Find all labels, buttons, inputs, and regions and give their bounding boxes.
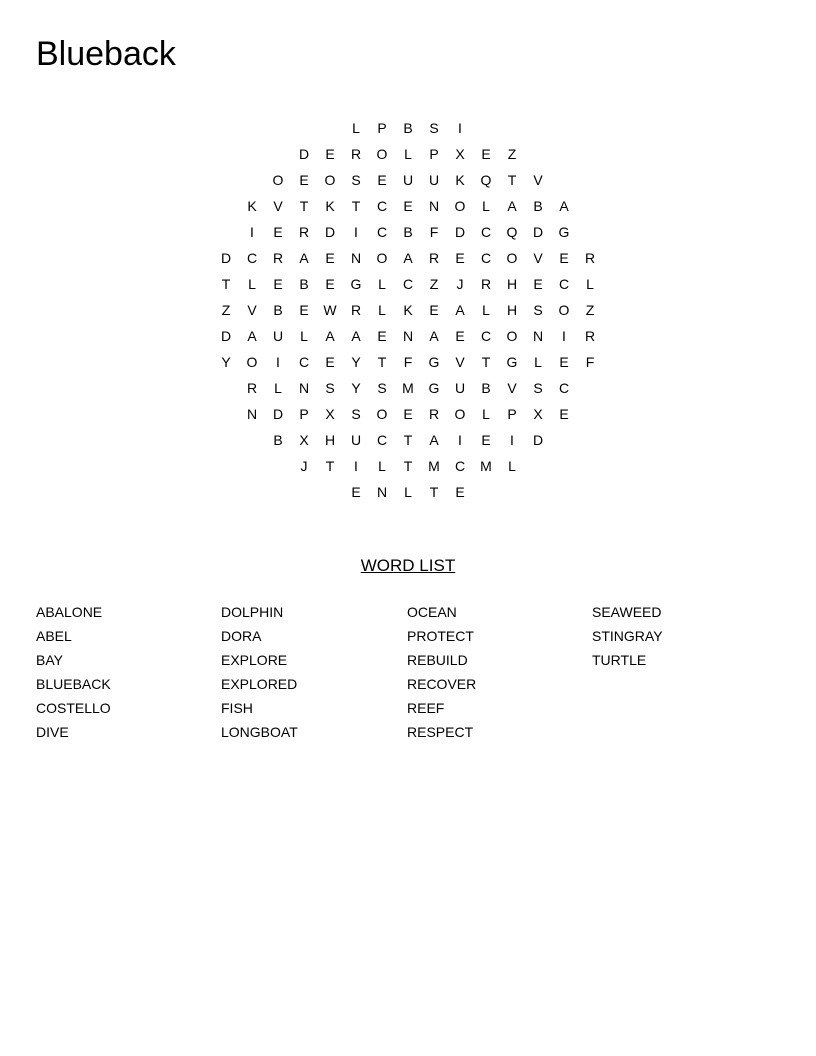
grid-letter: A bbox=[559, 198, 569, 214]
grid-letter: K bbox=[403, 302, 413, 318]
grid-letter: Y bbox=[351, 354, 361, 370]
grid-letter: U bbox=[454, 380, 466, 396]
word-list-item: DIVE bbox=[36, 724, 69, 740]
grid-letter: E bbox=[533, 276, 543, 292]
grid-letter: V bbox=[273, 198, 283, 214]
grid-letter: S bbox=[429, 120, 439, 136]
grid-letter: E bbox=[403, 406, 413, 422]
grid-letter: R bbox=[246, 380, 258, 396]
grid-letter: T bbox=[481, 354, 491, 370]
grid-letter: X bbox=[299, 432, 309, 448]
grid-letter: F bbox=[585, 354, 595, 370]
grid-letter: I bbox=[276, 354, 280, 370]
grid-letter: B bbox=[273, 302, 283, 318]
grid-letter: Q bbox=[506, 224, 518, 240]
grid-letter: O bbox=[558, 302, 570, 318]
grid-letter: Q bbox=[480, 172, 492, 188]
grid-letter: L bbox=[274, 380, 282, 396]
grid-letter: D bbox=[272, 406, 284, 422]
word-list-item: SEAWEED bbox=[592, 604, 662, 620]
grid-letter: B bbox=[533, 198, 543, 214]
grid-letter: D bbox=[298, 146, 310, 162]
grid-letter: N bbox=[428, 198, 440, 214]
grid-letter: G bbox=[428, 380, 440, 396]
grid-letter: Y bbox=[351, 380, 361, 396]
grid-letter: P bbox=[299, 406, 309, 422]
grid-letter: E bbox=[403, 198, 413, 214]
grid-letter: E bbox=[481, 146, 491, 162]
word-list-item: BAY bbox=[36, 652, 63, 668]
grid-letter: E bbox=[273, 224, 283, 240]
grid-letter: H bbox=[506, 302, 518, 318]
grid-letter: K bbox=[455, 172, 465, 188]
page-title: Blueback bbox=[36, 35, 176, 73]
grid-letter: L bbox=[248, 276, 256, 292]
grid-letter: O bbox=[506, 328, 518, 344]
grid-letter: L bbox=[378, 458, 386, 474]
word-list-column bbox=[407, 600, 587, 744]
grid-letter: F bbox=[403, 354, 413, 370]
grid-letter: L bbox=[586, 276, 594, 292]
grid-letter: P bbox=[377, 120, 387, 136]
grid-letter: X bbox=[455, 146, 465, 162]
grid-letter: G bbox=[558, 224, 570, 240]
grid-letter: O bbox=[246, 354, 258, 370]
grid-letter: L bbox=[378, 302, 386, 318]
grid-letter: W bbox=[323, 302, 337, 318]
grid-letter: O bbox=[506, 250, 518, 266]
word-list-item: EXPLORED bbox=[221, 676, 298, 692]
grid-letter: A bbox=[507, 198, 517, 214]
grid-letter: K bbox=[325, 198, 335, 214]
grid-letter: N bbox=[350, 250, 362, 266]
grid-letter: T bbox=[221, 276, 231, 292]
grid-letter: R bbox=[584, 328, 596, 344]
grid-letter: H bbox=[506, 276, 518, 292]
grid-letter: E bbox=[559, 250, 569, 266]
grid-letter: V bbox=[455, 354, 465, 370]
grid-letter: X bbox=[533, 406, 543, 422]
grid-letter: E bbox=[325, 276, 335, 292]
grid-letter: L bbox=[534, 354, 542, 370]
grid-letter: L bbox=[508, 458, 516, 474]
grid-letter: D bbox=[220, 250, 232, 266]
grid-letter: R bbox=[298, 224, 310, 240]
grid-letter: M bbox=[428, 458, 440, 474]
word-list-item: EXPLORE bbox=[221, 652, 288, 668]
grid-letter: R bbox=[350, 302, 362, 318]
grid-letter: E bbox=[429, 302, 439, 318]
word-list-column bbox=[221, 600, 401, 744]
word-list-item: RESPECT bbox=[407, 724, 474, 740]
grid-letter: A bbox=[325, 328, 335, 344]
grid-letter: C bbox=[376, 224, 388, 240]
grid-letter: Z bbox=[221, 302, 231, 318]
grid-letter: C bbox=[558, 276, 570, 292]
grid-letter: L bbox=[300, 328, 308, 344]
grid-letter: E bbox=[299, 172, 309, 188]
grid-letter: C bbox=[402, 276, 414, 292]
grid-letter: I bbox=[354, 224, 358, 240]
grid-letter: M bbox=[402, 380, 414, 396]
grid-letter: C bbox=[480, 250, 492, 266]
grid-letter: A bbox=[351, 328, 361, 344]
grid-letter: Z bbox=[585, 302, 595, 318]
word-list-item: REEF bbox=[407, 700, 445, 716]
grid-letter: C bbox=[298, 354, 310, 370]
grid-letter: U bbox=[428, 172, 440, 188]
grid-letter: L bbox=[378, 276, 386, 292]
grid-letter: L bbox=[404, 146, 412, 162]
grid-letter: I bbox=[250, 224, 254, 240]
grid-letter: V bbox=[247, 302, 257, 318]
grid-letter: E bbox=[559, 354, 569, 370]
grid-letter: T bbox=[507, 172, 517, 188]
grid-letter: O bbox=[324, 172, 336, 188]
grid-letter: V bbox=[507, 380, 517, 396]
word-list-item: FISH bbox=[221, 700, 253, 716]
grid-letter: S bbox=[325, 380, 335, 396]
word-list-column bbox=[592, 600, 772, 672]
grid-letter: G bbox=[350, 276, 362, 292]
grid-letter: Y bbox=[221, 354, 231, 370]
grid-letter: L bbox=[482, 406, 490, 422]
grid-letter: N bbox=[532, 328, 544, 344]
grid-letter: E bbox=[325, 250, 335, 266]
grid-letter: D bbox=[454, 224, 466, 240]
grid-letter: M bbox=[480, 458, 492, 474]
grid-letter: T bbox=[403, 432, 413, 448]
grid-letter: B bbox=[403, 224, 413, 240]
grid-letter: R bbox=[428, 250, 440, 266]
grid-letter: S bbox=[351, 172, 361, 188]
grid-letter: E bbox=[455, 250, 465, 266]
grid-letter: D bbox=[324, 224, 336, 240]
grid-letter: O bbox=[376, 146, 388, 162]
grid-letter: I bbox=[458, 120, 462, 136]
grid-letter: C bbox=[376, 432, 388, 448]
word-list-item: DORA bbox=[221, 628, 262, 644]
grid-letter: A bbox=[403, 250, 413, 266]
grid-letter: K bbox=[247, 198, 257, 214]
word-list-item: DOLPHIN bbox=[221, 604, 284, 620]
grid-letter: O bbox=[376, 250, 388, 266]
grid-letter: T bbox=[299, 198, 309, 214]
grid-letter: L bbox=[482, 198, 490, 214]
grid-letter: R bbox=[350, 146, 362, 162]
grid-letter: E bbox=[325, 146, 335, 162]
grid-letter: T bbox=[429, 484, 439, 500]
grid-letter: D bbox=[532, 224, 544, 240]
word-list-item: RECOVER bbox=[407, 676, 477, 692]
grid-letter: V bbox=[533, 250, 543, 266]
grid-letter: C bbox=[480, 328, 492, 344]
grid-letter: T bbox=[377, 354, 387, 370]
grid-letter: I bbox=[458, 432, 462, 448]
grid-letter: N bbox=[246, 406, 258, 422]
grid-letter: G bbox=[428, 354, 440, 370]
grid-letter: S bbox=[377, 380, 387, 396]
grid-letter: E bbox=[455, 328, 465, 344]
grid-letter: D bbox=[220, 328, 232, 344]
word-list-item: ABALONE bbox=[36, 604, 103, 620]
grid-letter: C bbox=[454, 458, 466, 474]
grid-letter: E bbox=[325, 354, 335, 370]
grid-letter: B bbox=[299, 276, 309, 292]
grid-letter: L bbox=[404, 484, 412, 500]
grid-letter: B bbox=[403, 120, 413, 136]
grid-letter: C bbox=[558, 380, 570, 396]
grid-letter: C bbox=[376, 198, 388, 214]
grid-letter: I bbox=[354, 458, 358, 474]
grid-letter: H bbox=[324, 432, 336, 448]
grid-letter: A bbox=[429, 328, 439, 344]
grid-letter: E bbox=[559, 406, 569, 422]
grid-letter: R bbox=[480, 276, 492, 292]
grid-letter: U bbox=[272, 328, 284, 344]
grid-letter: E bbox=[481, 432, 491, 448]
grid-letter: E bbox=[377, 328, 387, 344]
word-list-item: LONGBOAT bbox=[221, 724, 298, 740]
grid-letter: N bbox=[376, 484, 388, 500]
grid-letter: Z bbox=[507, 146, 517, 162]
grid-letter: E bbox=[377, 172, 387, 188]
word-list-item: BLUEBACK bbox=[36, 676, 111, 692]
grid-letter: A bbox=[429, 432, 439, 448]
grid-letter: E bbox=[273, 276, 283, 292]
word-list-item: OCEAN bbox=[407, 604, 457, 620]
grid-letter: T bbox=[351, 198, 361, 214]
grid-letter: O bbox=[376, 406, 388, 422]
grid-letter: N bbox=[298, 380, 310, 396]
grid-letter: T bbox=[403, 458, 413, 474]
grid-letter: X bbox=[325, 406, 335, 422]
word-list-item: ABEL bbox=[36, 628, 72, 644]
grid-letter: B bbox=[273, 432, 283, 448]
grid-letter: E bbox=[351, 484, 361, 500]
word-list-heading: WORD LIST bbox=[360, 556, 456, 575]
grid-letter: O bbox=[454, 198, 466, 214]
word-list-item: PROTECT bbox=[407, 628, 474, 644]
grid-letter: R bbox=[584, 250, 596, 266]
grid-letter: O bbox=[454, 406, 466, 422]
grid-letter: S bbox=[533, 380, 543, 396]
word-list-item: STINGRAY bbox=[592, 628, 663, 644]
grid-letter: G bbox=[506, 354, 518, 370]
grid-letter: J bbox=[300, 458, 308, 474]
grid-letter: T bbox=[325, 458, 335, 474]
grid-letter: L bbox=[482, 302, 490, 318]
grid-letter: C bbox=[480, 224, 492, 240]
word-list-item: TURTLE bbox=[592, 652, 647, 668]
word-list-column bbox=[36, 600, 216, 744]
grid-letter: P bbox=[507, 406, 517, 422]
grid-letter: I bbox=[562, 328, 566, 344]
grid-letter: P bbox=[429, 146, 439, 162]
word-search-grid bbox=[0, 0, 816, 520]
word-list-item: COSTELLO bbox=[36, 700, 111, 716]
grid-letter: R bbox=[272, 250, 284, 266]
grid-letter: A bbox=[455, 302, 465, 318]
grid-letter: F bbox=[429, 224, 439, 240]
grid-letter: N bbox=[402, 328, 414, 344]
grid-letter: I bbox=[510, 432, 514, 448]
grid-letter: R bbox=[428, 406, 440, 422]
grid-letter: A bbox=[299, 250, 309, 266]
grid-letter: Z bbox=[429, 276, 439, 292]
grid-letter: B bbox=[481, 380, 491, 396]
grid-letter: U bbox=[402, 172, 414, 188]
grid-letter: U bbox=[350, 432, 362, 448]
grid-letter: V bbox=[533, 172, 543, 188]
grid-letter: E bbox=[299, 302, 309, 318]
grid-letter: A bbox=[247, 328, 257, 344]
grid-letter: C bbox=[246, 250, 258, 266]
word-list-item: REBUILD bbox=[407, 652, 468, 668]
grid-letter: S bbox=[533, 302, 543, 318]
grid-letter: O bbox=[272, 172, 284, 188]
grid-letter: E bbox=[455, 484, 465, 500]
grid-letter: L bbox=[352, 120, 360, 136]
grid-letter: S bbox=[351, 406, 361, 422]
word-list bbox=[0, 600, 816, 760]
grid-letter: D bbox=[532, 432, 544, 448]
grid-letter: J bbox=[456, 276, 464, 292]
